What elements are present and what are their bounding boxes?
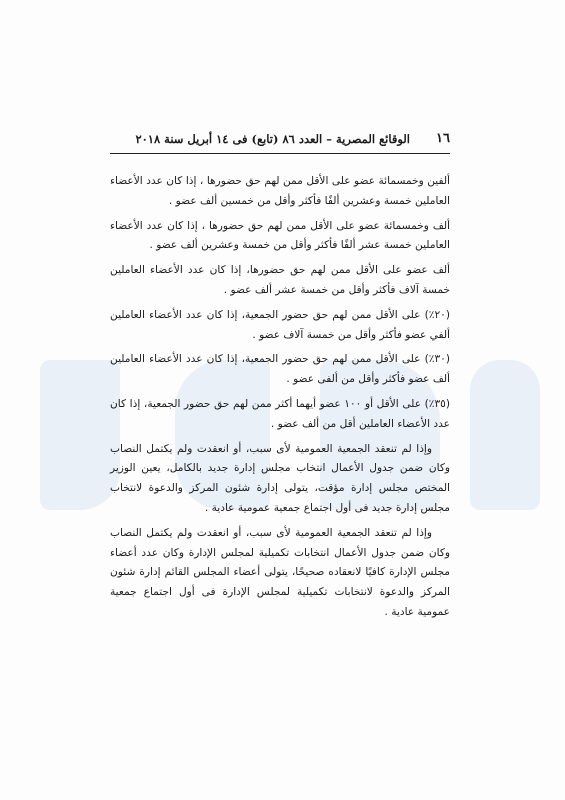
watermark-shape [40, 360, 120, 510]
paragraph: (٣٥٪) على الأقل أو ١٠٠ عضو أيهما أكثر ممن لهم حق حضور الجمعية، إذا كان عدد الأعضاء العاملين أقل من ألف عضو . [110, 397, 450, 430]
running-title: الوقائع المصرية – العدد ٨٦ (تابع) فى ١٤ أبريل سنة ٢٠١٨ [135, 132, 410, 146]
page-header [110, 131, 450, 155]
article-body [110, 172, 450, 623]
header-divider [110, 153, 450, 154]
paragraph: ألفين وخمسمائة عضو على الأقل ممن لهم حق حضورها ، إذا كان عدد الأعضاء العاملين خمسة وعشرين ألفًا فأكثر وأقل من خمسين ألف عضو . [110, 175, 450, 207]
paragraph: وإذا لم تنعقد الجمعية العمومية لأى سبب، أو انعقدت ولم يكتمل النصاب وكان ضمن جدول الأعمال انتخاب مجلس إدارة جديد بالكامل، يعين الوزير المختص مجلس إدارة مؤقت، يتولى إدارة شئون المركز والدعوة لانتخاب مجلس إدارة جديد فى أول اجتماع جمعية عمومية عادية . [110, 442, 450, 514]
page-number: ١٦ [436, 131, 450, 146]
paragraph: وإذا لم تنعقد الجمعية العمومية لأى سبب، أو انعقدت ولم يكتمل النصاب وكان ضمن جدول الأعمال انتخابات تكميلية لمجلس الإدارة وكان عدد أعضاء مجلس الإدارة كافيًا لانعقاده صحيحًا، يتولى أعضاء المجلس القائم إدارة شئون المركز والدعوة لانتخابات تكميلية لمجلس الإدارة فى أول اجتماع جمعية عمومية عادية . [110, 526, 450, 618]
paragraph: (٣٠٪) على الأقل ممن لهم حق حضور الجمعية، إذا كان عدد الأعضاء العاملين ألف عضو فأكثر وأقل من ألفى عضو . [110, 353, 450, 386]
paragraph: ألف وخمسمائة عضو على الأقل ممن لهم حق حضورها ، إذا كان عدد الأعضاء العاملين خمسة عشر ألفًا فأكثر وأقل من خمسة وعشرين ألف عضو . [110, 219, 450, 252]
paragraph: (٢٠٪) على الأقل ممن لهم حق حضور الجمعية، إذا كان عدد الأعضاء العاملين ألفي عضو فأكثر وأقل من خمسة آلاف عضو . [110, 308, 450, 341]
paragraph: ألف عضو على الأقل ممن لهم حق حضورها، إذا كان عدد الأعضاء العاملين خمسة آلاف فأكثر وأقل من خمسة عشر ألف عضو . [110, 264, 450, 296]
watermark-shape [470, 360, 540, 510]
